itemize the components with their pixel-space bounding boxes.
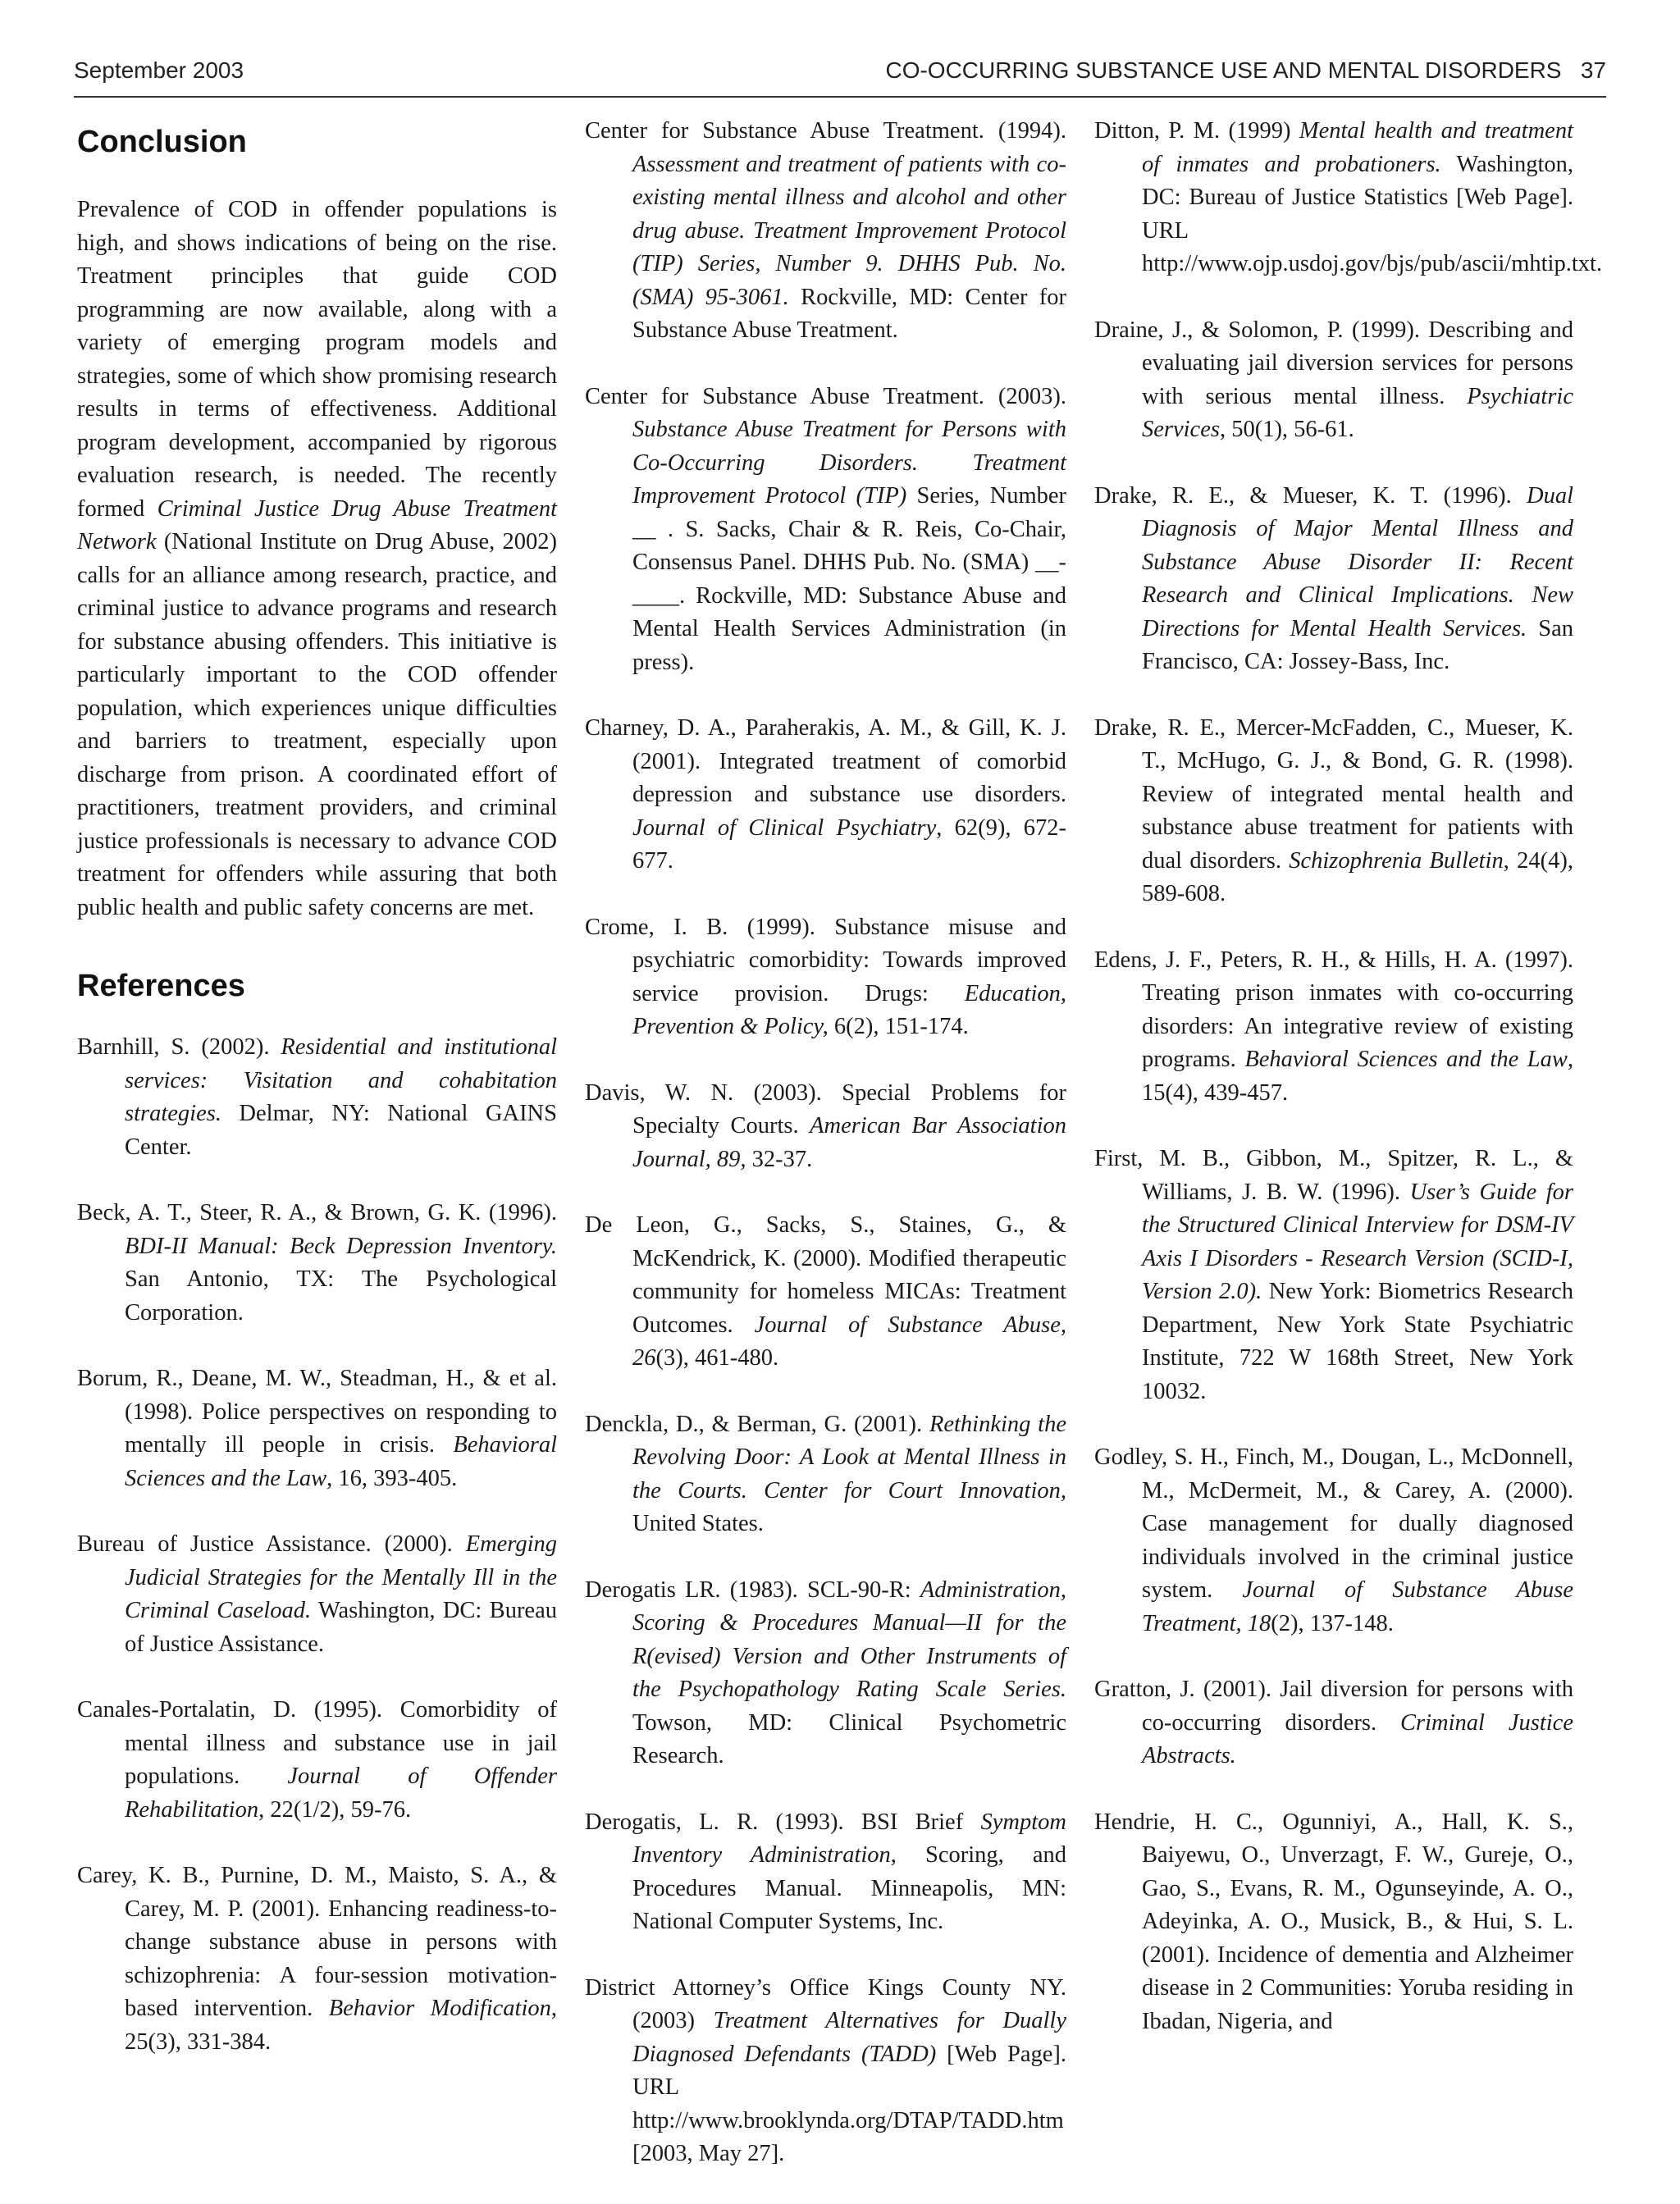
ref-text: , 22(1/2), 59-76. xyxy=(258,1796,412,1823)
ref-text: Borum, R., Deane, M. W., Steadman, H., & et al. (1998). Police perspectives on responding to mentally ill people in crisis. xyxy=(77,1366,557,1458)
header-date: September 2003 xyxy=(74,57,244,83)
ref-text: Charney, D. A., Paraherakis, A. M., & Gill, K. J. (2001). Integrated treatment of comorbid depression and substance use disorders. xyxy=(585,715,1066,807)
references-heading: References xyxy=(77,969,245,1003)
ref-italic: Behavior Modification xyxy=(328,1996,551,2021)
reference-entry xyxy=(1094,712,1573,911)
ref-text: 6(2), 151-174. xyxy=(828,1014,969,1039)
ref-text: Rockville, MD: Center for Substance Abuse Treatment. xyxy=(632,284,1067,343)
ref-text: Drake, R. E., & Mueser, K. T. (1996). xyxy=(1094,482,1527,509)
ref-text: District Attorney’s Office Kings County NY. (2003) xyxy=(585,1974,1066,2033)
reference-entry xyxy=(585,1408,1066,1541)
ref-italic: Symptom Inventory Administration xyxy=(632,1809,1066,1868)
header-rule xyxy=(74,96,1606,98)
reference-entry xyxy=(77,1859,557,2059)
ref-italic: American Bar Association Journal, 89, xyxy=(632,1113,1066,1172)
ref-text: Draine, J., & Solomon, P. (1999). Describing and evaluating jail diversion services for persons with serious mental illness. xyxy=(1094,317,1573,409)
ref-text: United States. xyxy=(632,1511,764,1536)
ref-text: Derogatis, L. R. (1993). BSI Brief xyxy=(585,1809,981,1835)
ref-text: , 15(4), 439-457. xyxy=(1142,1047,1574,1106)
ref-text: (2), 137-148. xyxy=(1271,1610,1394,1636)
ref-text: (3), 461-480. xyxy=(655,1345,779,1371)
reference-entry xyxy=(585,115,1066,348)
ref-italic: Mental health and treatment of inmates and probationers. xyxy=(1142,118,1573,177)
ref-italic: Administration, Scoring & Procedures Manual—II for the R(evised) Version and Other Instruments of the Psychopathology Rating Scale Series. xyxy=(632,1577,1066,1702)
conclusion-heading: Conclusion xyxy=(77,125,247,159)
ref-text: , 50(1), 56-61. xyxy=(1219,417,1354,442)
running-header xyxy=(74,57,1606,94)
reference-entry xyxy=(585,381,1066,680)
reference-entry xyxy=(1094,1143,1573,1408)
reference-entry xyxy=(77,1362,557,1495)
reference-entry xyxy=(585,1972,1066,2171)
reference-entry xyxy=(77,1197,557,1330)
ref-text: , Scoring, and Procedures Manual. Minneapolis, MN: National Computer Systems, Inc. xyxy=(632,1842,1066,1934)
page-number: 37 xyxy=(1580,57,1606,83)
ref-text: Center for Substance Abuse Treatment. (2003). xyxy=(585,383,1066,409)
reference-entry xyxy=(1094,314,1573,447)
ref-text: Carey, K. B., Purnine, D. M., Maisto, S. A., & Carey, M. P. (2001). Enhancing readiness-to-change substance abuse in persons with schizophrenia: A four-session motivation-based intervention. xyxy=(77,1863,557,2021)
ref-text: Davis, W. N. (2003). Special Problems for Specialty Courts. xyxy=(585,1079,1066,1139)
ref-text: Edens, J. F., Peters, R. H., & Hills, H. A. (1997). Treating prison inmates with co-occurring disorders: An integrative review of existing programs. xyxy=(1094,947,1573,1072)
reference-entry xyxy=(585,712,1066,878)
ref-text: , 62(9), 672-677. xyxy=(632,815,1066,874)
ref-text: First, M. B., Gibbon, M., Spitzer, R. L., & Williams, J. B. W. (1996). xyxy=(1094,1146,1573,1205)
ref-italic: Journal of Offender Rehabilitation xyxy=(125,1764,558,1823)
ref-italic: Residential and institutional services: Visitation and cohabitation strategies. xyxy=(125,1034,557,1126)
column-1 xyxy=(77,115,557,2092)
ref-text: New York: Biometrics Research Department, New York State Psychiatric Institute, 722 W 168th Street, New York 10032. xyxy=(1142,1279,1573,1404)
ref-text: Center for Substance Abuse Treatment. (1994). xyxy=(585,118,1066,144)
ref-italic: Journal of Substance Abuse Treatment, 18 xyxy=(1142,1577,1573,1636)
reference-entry xyxy=(1094,1673,1573,1773)
reference-entry xyxy=(1094,115,1603,281)
ref-italic: Substance Abuse Treatment for Persons with Co-Occurring Disorders. Treatment Improvement Protocol (TIP) xyxy=(632,417,1066,509)
ref-text: De Leon, G., Sacks, S., Staines, G., & McKendrick, K. (2000). Modified therapeutic community for homeless MICAs: Treatment Outcomes. xyxy=(585,1212,1066,1338)
reference-entry xyxy=(585,1806,1066,1939)
ref-text: Gratton, J. (2001). Jail diversion for persons with co-occurring disorders. xyxy=(1094,1677,1573,1736)
reference-entry xyxy=(585,911,1066,1044)
conclusion-text-b: (National Institute on Drug Abuse, 2002) calls for an alliance among research, practice, and criminal justice to advance programs and research for substance abusing offenders. This initiative is particularly important to the COD offender population, which experiences unique difficulties and barriers to treatment, especially upon discharge from prison. A coordinated effort of practitioners, treatment providers, and criminal justice professionals is necessary to advance COD treatment for offenders while assuring that both public health and public safety concerns are met. xyxy=(77,529,557,920)
references-list-col1 xyxy=(77,1031,557,2059)
ref-text: Washington, DC: Bureau of Justice Statistics [Web Page]. URL http://www.ojp.usdoj.gov/bjs/pub/ascii/mhtip.txt. xyxy=(1142,151,1603,276)
ref-italic: Psychiatric Services xyxy=(1142,383,1573,442)
ref-italic: Behavioral Sciences and the Law xyxy=(125,1432,557,1491)
ref-text: 32-37. xyxy=(746,1146,813,1172)
ref-text: Towson, MD: Clinical Psychometric Research. xyxy=(632,1709,1066,1768)
reference-entry xyxy=(1094,944,1573,1111)
ref-italic: Schizophrenia Bulletin xyxy=(1289,847,1504,874)
reference-entry xyxy=(1094,1441,1573,1640)
ref-italic: Journal of Clinical Psychiatry xyxy=(632,815,937,841)
ref-text: Canales-Portalatin, D. (1995). Comorbidity of mental illness and substance use in jail populations. xyxy=(77,1697,557,1789)
ref-text: Bureau of Justice Assistance. (2000). xyxy=(77,1531,466,1557)
ref-text: Beck, A. T., Steer, R. A., & Brown, G. K. (1996). xyxy=(77,1200,557,1225)
conclusion-paragraph xyxy=(77,194,557,924)
ref-italic: User’s Guide for the Structured Clinical Interview for DSM-IV Axis I Disorders - Research Version (SCID-I, Version 2.0). xyxy=(1142,1179,1573,1304)
conclusion-text-a: Prevalence of COD in offender populations is high, and shows indications of being on the rise. Treatment principles that guide COD programming are now available, along with a variety of emerging program models and strategies, some of which show promising research results in terms of effectiveness. Additional program development, accompanied by rigorous evaluation research, is needed. The recently formed xyxy=(77,197,557,522)
ref-text: , 16, 393-405. xyxy=(326,1465,458,1491)
ref-text: Godley, S. H., Finch, M., Dougan, L., McDonnell, M., McDermeit, M., & Carey, A. (2000). Case management for dually diagnosed individuals involved in the criminal justice system. xyxy=(1094,1444,1573,1603)
ref-text: Ditton, P. M. (1999) xyxy=(1094,118,1299,144)
reference-entry xyxy=(77,1528,557,1661)
ref-text: Barnhill, S. (2002). xyxy=(77,1034,281,1060)
reference-entry xyxy=(585,1574,1066,1773)
ref-italic: Criminal Justice Abstracts. xyxy=(1142,1709,1573,1768)
header-title-text: CO-OCCURRING SUBSTANCE USE AND MENTAL DISORDERS xyxy=(885,57,1562,83)
column-3 xyxy=(1094,115,1603,2071)
reference-entry xyxy=(77,1031,557,1164)
ref-italic: Emerging Judicial Strategies for the Mentally Ill in the Criminal Caseload. xyxy=(125,1531,557,1623)
reference-entry xyxy=(1094,480,1573,679)
reference-entry xyxy=(585,1209,1066,1376)
ref-text: Delmar, NY: National GAINS Center. xyxy=(125,1101,557,1160)
ref-italic: Rethinking the Revolving Door: A Look at Mental Illness in the Courts. Center for Court Innovation, xyxy=(632,1411,1067,1504)
header-journal-title xyxy=(885,57,1606,84)
ref-italic: Dual Diagnosis of Major Mental Illness and Substance Abuse Disorder II: Recent Research and Clinical Implications. New Directions for Mental Health Services. xyxy=(1142,482,1573,641)
ref-italic: Treatment Alternatives for Dually Diagnosed Defendants (TADD) xyxy=(632,2008,1067,2067)
column-2 xyxy=(585,115,1066,2204)
ref-text: [Web Page]. URL http://www.brooklynda.org/DTAP/TADD.htm [2003, May 27]. xyxy=(632,2041,1066,2166)
ref-text: Hendrie, H. C., Ogunniyi, A., Hall, K. S., Baiyewu, O., Unverzagt, F. W., Gureje, O., Gao, S., Evans, R. M., Ogunseyinde, A. O., Adeyinka, A. O., Musick, B., & Hui, S. L. (2001). Incidence of dementia and Alzheimer disease in 2 Communities: Yoruba residing in Ibadan, Nigeria, and xyxy=(1094,1809,1573,2034)
ref-italic: BDI-II Manual: Beck Depression Inventory. xyxy=(125,1233,557,1259)
ref-text: Derogatis LR. (1983). SCL-90-R: xyxy=(585,1577,920,1603)
ref-italic: Behavioral Sciences and the Law xyxy=(1244,1047,1568,1072)
ref-text: San Antonio, TX: The Psychological Corporation. xyxy=(125,1266,557,1326)
ref-text: Series, Number __ . S. Sacks, Chair & R. Reis, Co-Chair, Consensus Panel. DHHS Pub. No. (SMA) __-____. Rockville, MD: Substance Abuse and Mental Health Services Administration (in press). xyxy=(632,483,1067,675)
reference-entry xyxy=(77,1694,557,1827)
ref-italic: Education, Prevention & Policy, xyxy=(632,980,1066,1039)
ref-italic: Assessment and treatment of patients with co-existing mental illness and alcohol and other drug abuse. Treatment Improvement Protocol (TIP) Series, Number 9. DHHS Pub. No. (SMA) 95-3061. xyxy=(632,151,1066,310)
ref-text: Washington, DC: Bureau of Justice Assistance. xyxy=(125,1598,557,1657)
conclusion-text-italic: Criminal Justice Drug Abuse Treatment Network xyxy=(77,495,557,554)
ref-text: , 24(4), 589-608. xyxy=(1142,847,1573,906)
ref-text: Denckla, D., & Berman, G. (2001). xyxy=(585,1411,929,1437)
ref-text: Crome, I. B. (1999). Substance misuse and psychiatric comorbidity: Towards improved service provision. Drugs: xyxy=(585,914,1066,1006)
ref-text: Drake, R. E., Mercer-McFadden, C., Mueser, K. T., McHugo, G. J., & Bond, G. R. (1998). Review of integrated mental health and substance abuse treatment for patients with dual disorders. xyxy=(1094,714,1573,874)
reference-entry xyxy=(585,1077,1066,1177)
ref-text: San Francisco, CA: Jossey-Bass, Inc. xyxy=(1142,615,1574,674)
ref-text: , 25(3), 331-384. xyxy=(125,1996,557,2055)
ref-italic: Journal of Substance Abuse, 26 xyxy=(632,1312,1066,1371)
reference-entry xyxy=(1094,1806,1573,2039)
